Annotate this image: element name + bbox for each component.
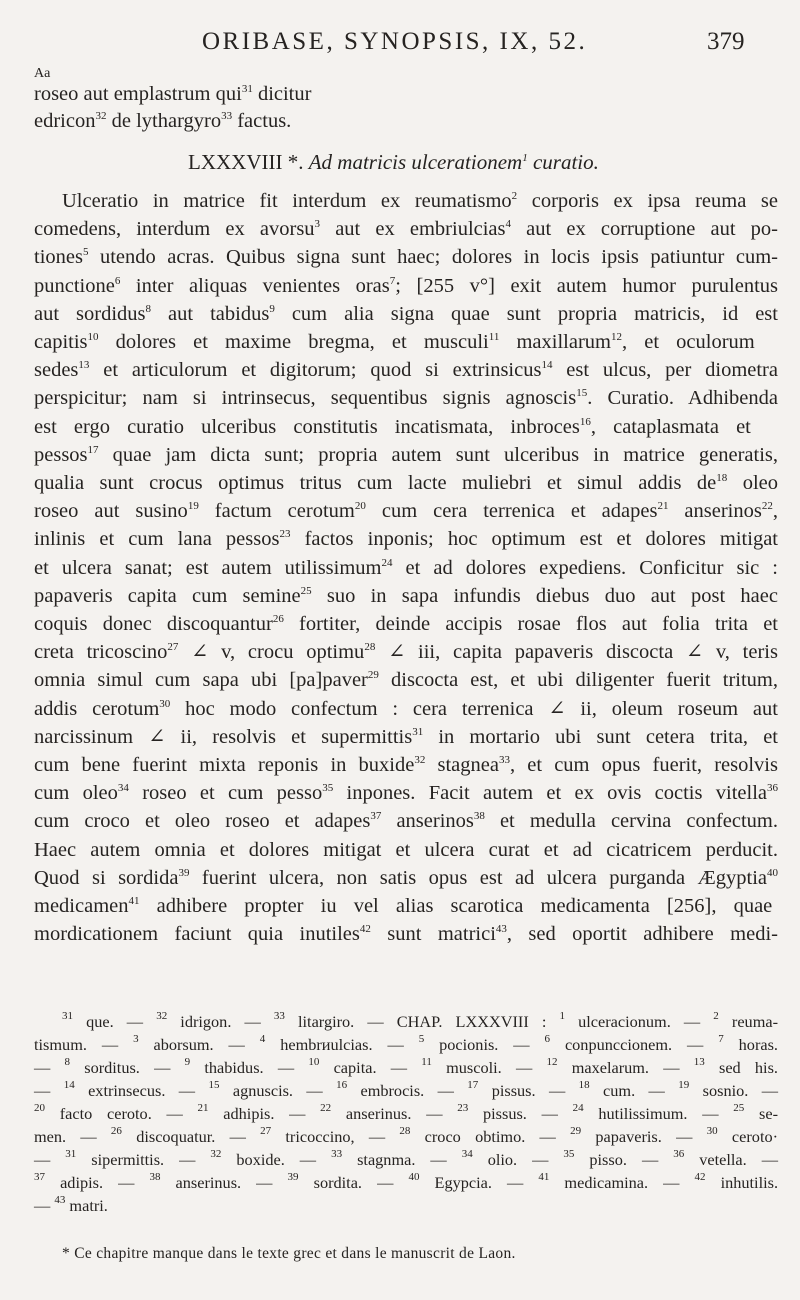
opening-line: roseo aut emplastrum qui$^{31}$ dicitur bbox=[34, 83, 312, 105]
running-title: ORIBASE, SYNOPSIS, IX, 52. bbox=[202, 28, 588, 55]
body-line: cum croco et oleo roseo et adapes$^{37}$ anserinos$^{38}$ et medulla cervina confectum. bbox=[34, 810, 778, 832]
body-line: comedens, interdum ex avorsu$^3$ aut ex embriulcias$^4$ aut ex corruptione aut po- bbox=[34, 218, 778, 240]
note-ref: 31 bbox=[412, 726, 424, 738]
note-ref: 39 bbox=[178, 867, 190, 879]
note-ref: 19 bbox=[678, 1079, 690, 1091]
note-ref: 8 bbox=[64, 1056, 71, 1068]
note-ref: 32 bbox=[156, 1010, 168, 1022]
note-ref: 31 bbox=[62, 1010, 73, 1022]
note-ref: 26 bbox=[110, 1125, 122, 1137]
note-ref: 22 bbox=[761, 500, 773, 512]
note-ref: 39 bbox=[287, 1171, 299, 1183]
note-ref: 36 bbox=[767, 782, 779, 794]
margin-mark: Aa bbox=[34, 66, 51, 81]
note-ref: 31 bbox=[65, 1148, 77, 1160]
note-ref: 14 bbox=[541, 359, 553, 371]
note-ref: 15 bbox=[576, 387, 588, 399]
note-ref: 2 bbox=[511, 190, 518, 202]
running-head bbox=[0, 28, 800, 62]
note-ref: 42 bbox=[694, 1171, 706, 1183]
note-ref: 2 bbox=[713, 1010, 719, 1022]
note-ref: 43 bbox=[54, 1194, 66, 1206]
body-line: capitis$^{10}$ dolores et maxime bregma, et musculi$^{11}$ maxillarum$^{12}$, et oculorum bbox=[34, 331, 755, 353]
note-ref: 27 bbox=[260, 1125, 272, 1137]
note-line: $^{20}$ facto ceroto. — $^{21}$ adhipis. — $^{22}$ anserinus. — $^{23}$ pissus. — $^{24}$ hutilissimum. — $^{25}$ se- bbox=[34, 1102, 778, 1123]
note-ref: 20 bbox=[34, 1102, 45, 1114]
note-ref: 36 bbox=[673, 1148, 685, 1160]
note-ref: 34 bbox=[117, 782, 129, 794]
note-line: men. — $^{26}$ discoquatur. — $^{27}$ tricoccino, — $^{28}$ croco obtimo. — $^{29}$ papaveris. — $^{30}$ ceroto· bbox=[34, 1125, 779, 1146]
note-ref: 11 bbox=[488, 331, 500, 343]
note-ref: 33 bbox=[498, 754, 510, 766]
note-ref: 14 bbox=[63, 1079, 75, 1091]
note-ref: 41 bbox=[538, 1171, 550, 1183]
note-ref: 33 bbox=[331, 1148, 343, 1160]
body-line: cum oleo$^{34}$ roseo et cum pesso$^{35}$ inpones. Facit autem et ex ovis coctis vitella$^{36}$ bbox=[34, 782, 779, 804]
note-ref: 33 bbox=[273, 1010, 285, 1022]
note-ref: 34 bbox=[461, 1148, 473, 1160]
note-ref: 21 bbox=[197, 1102, 209, 1114]
note-ref: 18 bbox=[716, 472, 728, 484]
note-ref: 16 bbox=[336, 1079, 348, 1091]
note-ref: 5 bbox=[82, 246, 89, 258]
note-ref: 20 bbox=[354, 500, 366, 512]
body-line: Quod si sordida$^{39}$ fuerint ulcera, non satis opus est ad ulcera purganda Ægyptia$^{40}$ bbox=[34, 867, 779, 889]
note-ref: 35 bbox=[563, 1148, 575, 1160]
note-ref: 40 bbox=[767, 867, 779, 879]
note-ref: 4 bbox=[505, 218, 512, 230]
note-ref: 33 bbox=[221, 110, 233, 122]
note-line: — $^8$ sorditus. — $^9$ thabidus. — $^{10}$ capita. — $^{11}$ muscoli. — $^{12}$ maxelarum. — $^{13}$ sed his. bbox=[34, 1056, 778, 1077]
note-ref: 26 bbox=[272, 613, 284, 625]
note-line: tismum. — $^3$ aborsum. — $^4$ hembrиulcias. — $^5$ pocionis. — $^6$ conpunccionem. — $^7$ horas. bbox=[34, 1033, 778, 1054]
note-ref: 24 bbox=[381, 557, 393, 569]
chapter-number: LXXXVIII *. bbox=[188, 150, 304, 174]
body-line: addis cerotum$^{30}$ hoc modo confectum : cera terrenica ∠ ii, oleum roseum aut bbox=[34, 698, 778, 720]
note-ref: 40 bbox=[408, 1171, 420, 1183]
opening-line: edricon$^{32}$ de lythargyro$^{33}$ factus. bbox=[34, 110, 292, 132]
note-ref: 24 bbox=[572, 1102, 584, 1114]
note-ref: 23 bbox=[279, 528, 291, 540]
body-line: pessos$^{17}$ quae jam dicta sunt; propria autem sunt ulceribus in matrice generatis, bbox=[34, 444, 778, 466]
body-line: inlinis et cum lana pessos$^{23}$ factos inponis; hoc optimum est et dolores mitigat bbox=[34, 528, 778, 550]
note-ref: 7 bbox=[718, 1033, 724, 1045]
note-ref: 10 bbox=[87, 331, 99, 343]
body-line: cum bene fuerint mixta reponis in buxide$^{32}$ stagnea$^{33}$, et cum opus fuerit, resolvis bbox=[34, 754, 778, 776]
note-ref: 1 bbox=[559, 1010, 566, 1022]
note-ref: 29 bbox=[570, 1125, 582, 1137]
body-line: coquis donec discoquantur$^{26}$ fortiter, deinde accipis rosae flos aut folia trita et bbox=[34, 613, 778, 635]
note-ref: 25 bbox=[733, 1102, 745, 1114]
note-ref: 7 bbox=[389, 275, 396, 287]
note-ref: 11 bbox=[421, 1056, 432, 1068]
body-line: punctione$^6$ inter aliquas venientes oras$^7$; [255 v°] exit autem humor purulentus bbox=[34, 275, 778, 297]
note-ref: 4 bbox=[259, 1033, 266, 1045]
note-ref: 12 bbox=[546, 1056, 558, 1068]
note-ref: 8 bbox=[145, 303, 152, 315]
chapter-heading bbox=[188, 150, 599, 175]
note-ref: 6 bbox=[544, 1033, 551, 1045]
body-line: omnia simul cum sapa ubi [pa]paver$^{29}$ discocta est, et ubi diligenter fuerit tritum, bbox=[34, 669, 778, 691]
note-ref: 15 bbox=[208, 1079, 220, 1091]
note-ref: 29 bbox=[367, 669, 379, 681]
body-line: Ulceratio in matrice fit interdum ex reumatismo$^2$ corporis ex ipsa reuma se bbox=[62, 190, 778, 212]
note-ref: 30 bbox=[706, 1125, 718, 1137]
note-ref: 19 bbox=[187, 500, 199, 512]
note-ref: 37 bbox=[370, 810, 382, 822]
note-ref: 5 bbox=[418, 1033, 425, 1045]
body-line: narcissinum ∠ ii, resolvis et supermittis$^{31}$ in mortario ubi sunt cetera trita, et bbox=[34, 726, 778, 748]
note-ref: 21 bbox=[657, 500, 669, 512]
body-line: mordicationem faciunt quia inutiles$^{42}$ sunt matrici$^{43}$, sed oportit adhibere medi- bbox=[34, 923, 778, 945]
note-ref: 18 bbox=[578, 1079, 590, 1091]
chapter-title bbox=[309, 150, 599, 174]
note-ref: 9 bbox=[184, 1056, 191, 1068]
note-ref: 13 bbox=[78, 359, 90, 371]
body-line: papaveris capita cum semine$^{25}$ suo in sapa infundis diebus duo aut post haec bbox=[34, 585, 778, 607]
note-ref: 12 bbox=[610, 331, 622, 343]
note-ref: 30 bbox=[159, 698, 171, 710]
body-line: creta tricoscino$^{27}$ ∠ v, crocu optimu$^{28}$ ∠ iii, capita papaveris discocta ∠ v, teris bbox=[34, 641, 778, 663]
note-line: — $^{43}$ matri. bbox=[34, 1194, 108, 1215]
body-line: est ergo curatio ulceribus constitutis incatismata, inbroces$^{16}$, cataplasmata et bbox=[34, 416, 751, 438]
note-ref: 3 bbox=[314, 218, 321, 230]
body-line: tiones$^5$ utendo acras. Quibus signa sunt haec; dolores in locis ipsis patiuntur cum- bbox=[34, 246, 778, 268]
note-ref: 37 bbox=[34, 1171, 45, 1183]
body-line: sedes$^{13}$ et articulorum et digitorum; quod si extrinsicus$^{14}$ est ulcus, per diometra bbox=[34, 359, 778, 381]
footnote: * Ce chapitre manque dans le texte grec et dans le manuscrit de Laon. bbox=[62, 1245, 516, 1262]
note-ref: 41 bbox=[128, 895, 140, 907]
chapter-title-text: Ad matricis ulcerationem bbox=[308, 150, 523, 174]
body-line: Haec autem omnia et dolores mitigat et ulcera curat et ad cicatricem perducit. bbox=[34, 839, 778, 861]
note-ref: 17 bbox=[467, 1079, 479, 1091]
note-ref: 27 bbox=[167, 641, 179, 653]
note-line: — $^{14}$ extrinsecus. — $^{15}$ agnuscis. — $^{16}$ embrocis. — $^{17}$ pissus. — $^{18}$ cum. — $^{19}$ sosnio. — bbox=[34, 1079, 778, 1100]
note-ref: 9 bbox=[269, 303, 275, 315]
page-number: 379 bbox=[707, 28, 745, 55]
note-ref: 10 bbox=[308, 1056, 320, 1068]
body-line: et ulcera sanat; est autem utilissimum$^{24}$ et ad dolores expediens. Conficitur sic : bbox=[34, 557, 778, 579]
note-ref: 38 bbox=[149, 1171, 161, 1183]
chapter-title-note-ref: 1 bbox=[522, 152, 528, 164]
chapter-title-tail: curatio. bbox=[527, 150, 599, 174]
note-ref: 31 bbox=[241, 83, 253, 95]
note-line: $^{31}$ que. — $^{32}$ idrigon. — $^{33}$ litargiro. — CHAP. LXXXVIII : $^1$ ulceracionum. — $^2$ reuma- bbox=[62, 1010, 779, 1031]
note-ref: 25 bbox=[300, 585, 312, 597]
note-ref: 35 bbox=[322, 782, 334, 794]
note-ref: 13 bbox=[693, 1056, 705, 1068]
note-ref: 22 bbox=[320, 1102, 332, 1114]
note-ref: 42 bbox=[359, 923, 371, 935]
note-ref: 3 bbox=[133, 1033, 139, 1045]
note-ref: 43 bbox=[495, 923, 507, 935]
body-line: aut sordidus$^8$ aut tabidus$^9$ cum alia signa quae sunt propria matricis, id est bbox=[34, 303, 778, 325]
note-ref: 32 bbox=[210, 1148, 222, 1160]
note-ref: 32 bbox=[414, 754, 426, 766]
note-ref: 28 bbox=[364, 641, 376, 653]
note-ref: 32 bbox=[95, 110, 107, 122]
note-ref: 38 bbox=[473, 810, 485, 822]
note-ref: 17 bbox=[87, 444, 99, 456]
body-line: qualia sunt crocus optimus tritus cum lacte muliebri et simul addis $de^{18}$ oleo bbox=[34, 472, 779, 494]
note-line: $^{37}$ adipis. — $^{38}$ anserinus. — $^{39}$ sordita. — $^{40}$ Egypcia. — $^{41}$ medicamina. — $^{42}$ inhutilis. bbox=[34, 1171, 779, 1192]
body-line: medicamen$^{41}$ adhibere propter iu vel alias scarotica medicamenta [256], quae bbox=[34, 895, 773, 917]
note-ref: 28 bbox=[399, 1125, 411, 1137]
note-ref: 23 bbox=[457, 1102, 469, 1114]
body-line: roseo aut susino$^{19}$ factum cerotum$^{20}$ cum cera terrenica et adapes$^{21}$ anserinos$^{22}$, bbox=[34, 500, 778, 522]
note-line: — $^{31}$ sipermittis. — $^{32}$ boxide. — $^{33}$ stagnma. — $^{34}$ olio. — $^{35}$ pisso. — $^{36}$ vetella. — bbox=[34, 1148, 778, 1169]
note-ref: 6 bbox=[114, 275, 121, 287]
note-ref: 16 bbox=[579, 416, 591, 428]
body-line: perspicitur; nam si intrinsecus, sequentibus signis agnoscis$^{15}$. Curatio. Adhibenda bbox=[34, 387, 778, 409]
